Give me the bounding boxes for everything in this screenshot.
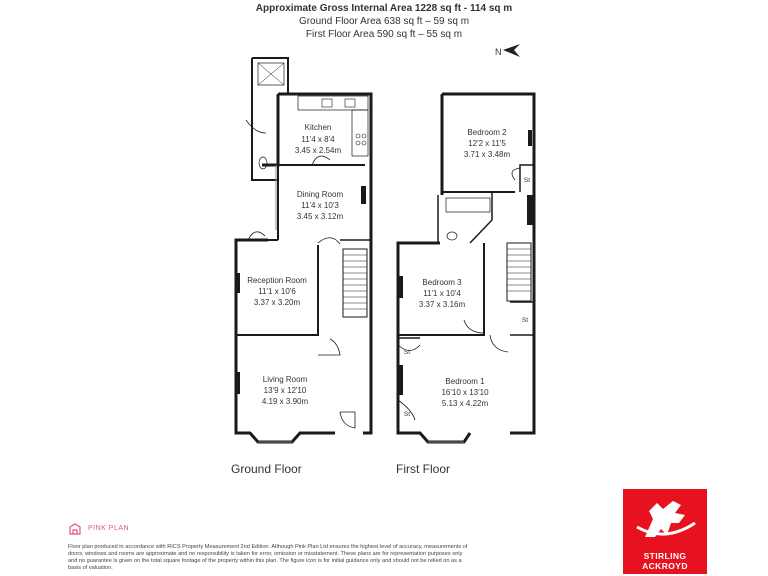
room-name-dining: Dining Room [296, 190, 344, 199]
room-imperial-bedroom-2: 12'2 x 11'5 [468, 139, 506, 148]
room-imperial-bedroom-1: 16'10 x 13'10 [441, 388, 489, 397]
room-name-kitchen: Kitchen [304, 123, 332, 132]
room-metric-kitchen: 3.45 x 2.54m [294, 146, 342, 155]
room-metric-dining: 3.45 x 3.12m [296, 212, 344, 221]
room-metric-bedroom-1: 5.13 x 4.22m [441, 399, 489, 408]
ground-floor-label: Ground Floor [231, 462, 302, 476]
stirling-ackroyd-logo [623, 489, 707, 574]
room-metric-bedroom-3: 3.37 x 3.16m [418, 300, 466, 309]
room-name-bedroom-1: Bedroom 1 [445, 377, 485, 386]
first-floor-area: First Floor Area 590 sq ft – 55 sq m [305, 29, 463, 40]
room-imperial-kitchen: 11'4 x 8'4 [301, 135, 335, 144]
compass [495, 44, 520, 57]
room-metric-reception: 3.37 x 3.20m [253, 298, 301, 307]
pink-plan-brand: PINK PLAN [88, 525, 130, 532]
room-name-reception: Reception Room [247, 276, 307, 285]
room-metric-bedroom-2: 3.71 x 3.48m [463, 150, 511, 159]
disclaimer-text: Floor plan produced in accordance with RICS Property Measurement 2nd Edition. Although Pink Plan Ltd ensures the highest level of accuracy, measurements of doors, windows and rooms are approximate and no responsibility is taken for error, omission or misstatement. These plans are for representation purposes only and no guarantee is given on the total square footage of the property within this plan. The figure icon is for initial guidance only and should not be relied on as a basis of valuation. [68, 544, 468, 571]
room-name-living: Living Room [262, 375, 308, 384]
compass-north-label: N [495, 47, 502, 57]
room-metric-living: 4.19 x 3.90m [261, 397, 309, 406]
storage-label-2: St [521, 317, 529, 324]
ground-floor-plan [236, 58, 371, 442]
first-floor-label: First Floor [396, 462, 450, 476]
room-imperial-bedroom-3: 11'1 x 10'4 [423, 289, 461, 298]
storage-label-3: St [403, 349, 411, 356]
room-name-bedroom-3: Bedroom 3 [422, 278, 462, 287]
room-imperial-dining: 11'4 x 10'3 [301, 201, 339, 210]
room-imperial-living: 13'9 x 12'10 [263, 386, 307, 395]
ground-floor-area: Ground Floor Area 638 sq ft – 59 sq m [298, 16, 470, 27]
room-imperial-reception: 11'1 x 10'6 [258, 287, 296, 296]
griffin-icon [623, 489, 707, 549]
pink-plan-logo-icon [68, 522, 82, 536]
storage-label-1: St [523, 177, 531, 184]
gross-area-title: Approximate Gross Internal Area 1228 sq ft - 114 sq m [255, 3, 513, 14]
compass-arrow-icon [503, 44, 520, 57]
agent-name-line1: STIRLING [643, 551, 687, 561]
storage-label-4: St [403, 411, 411, 418]
agent-name-line2: ACKROYD [642, 561, 688, 571]
room-name-bedroom-2: Bedroom 2 [467, 128, 507, 137]
